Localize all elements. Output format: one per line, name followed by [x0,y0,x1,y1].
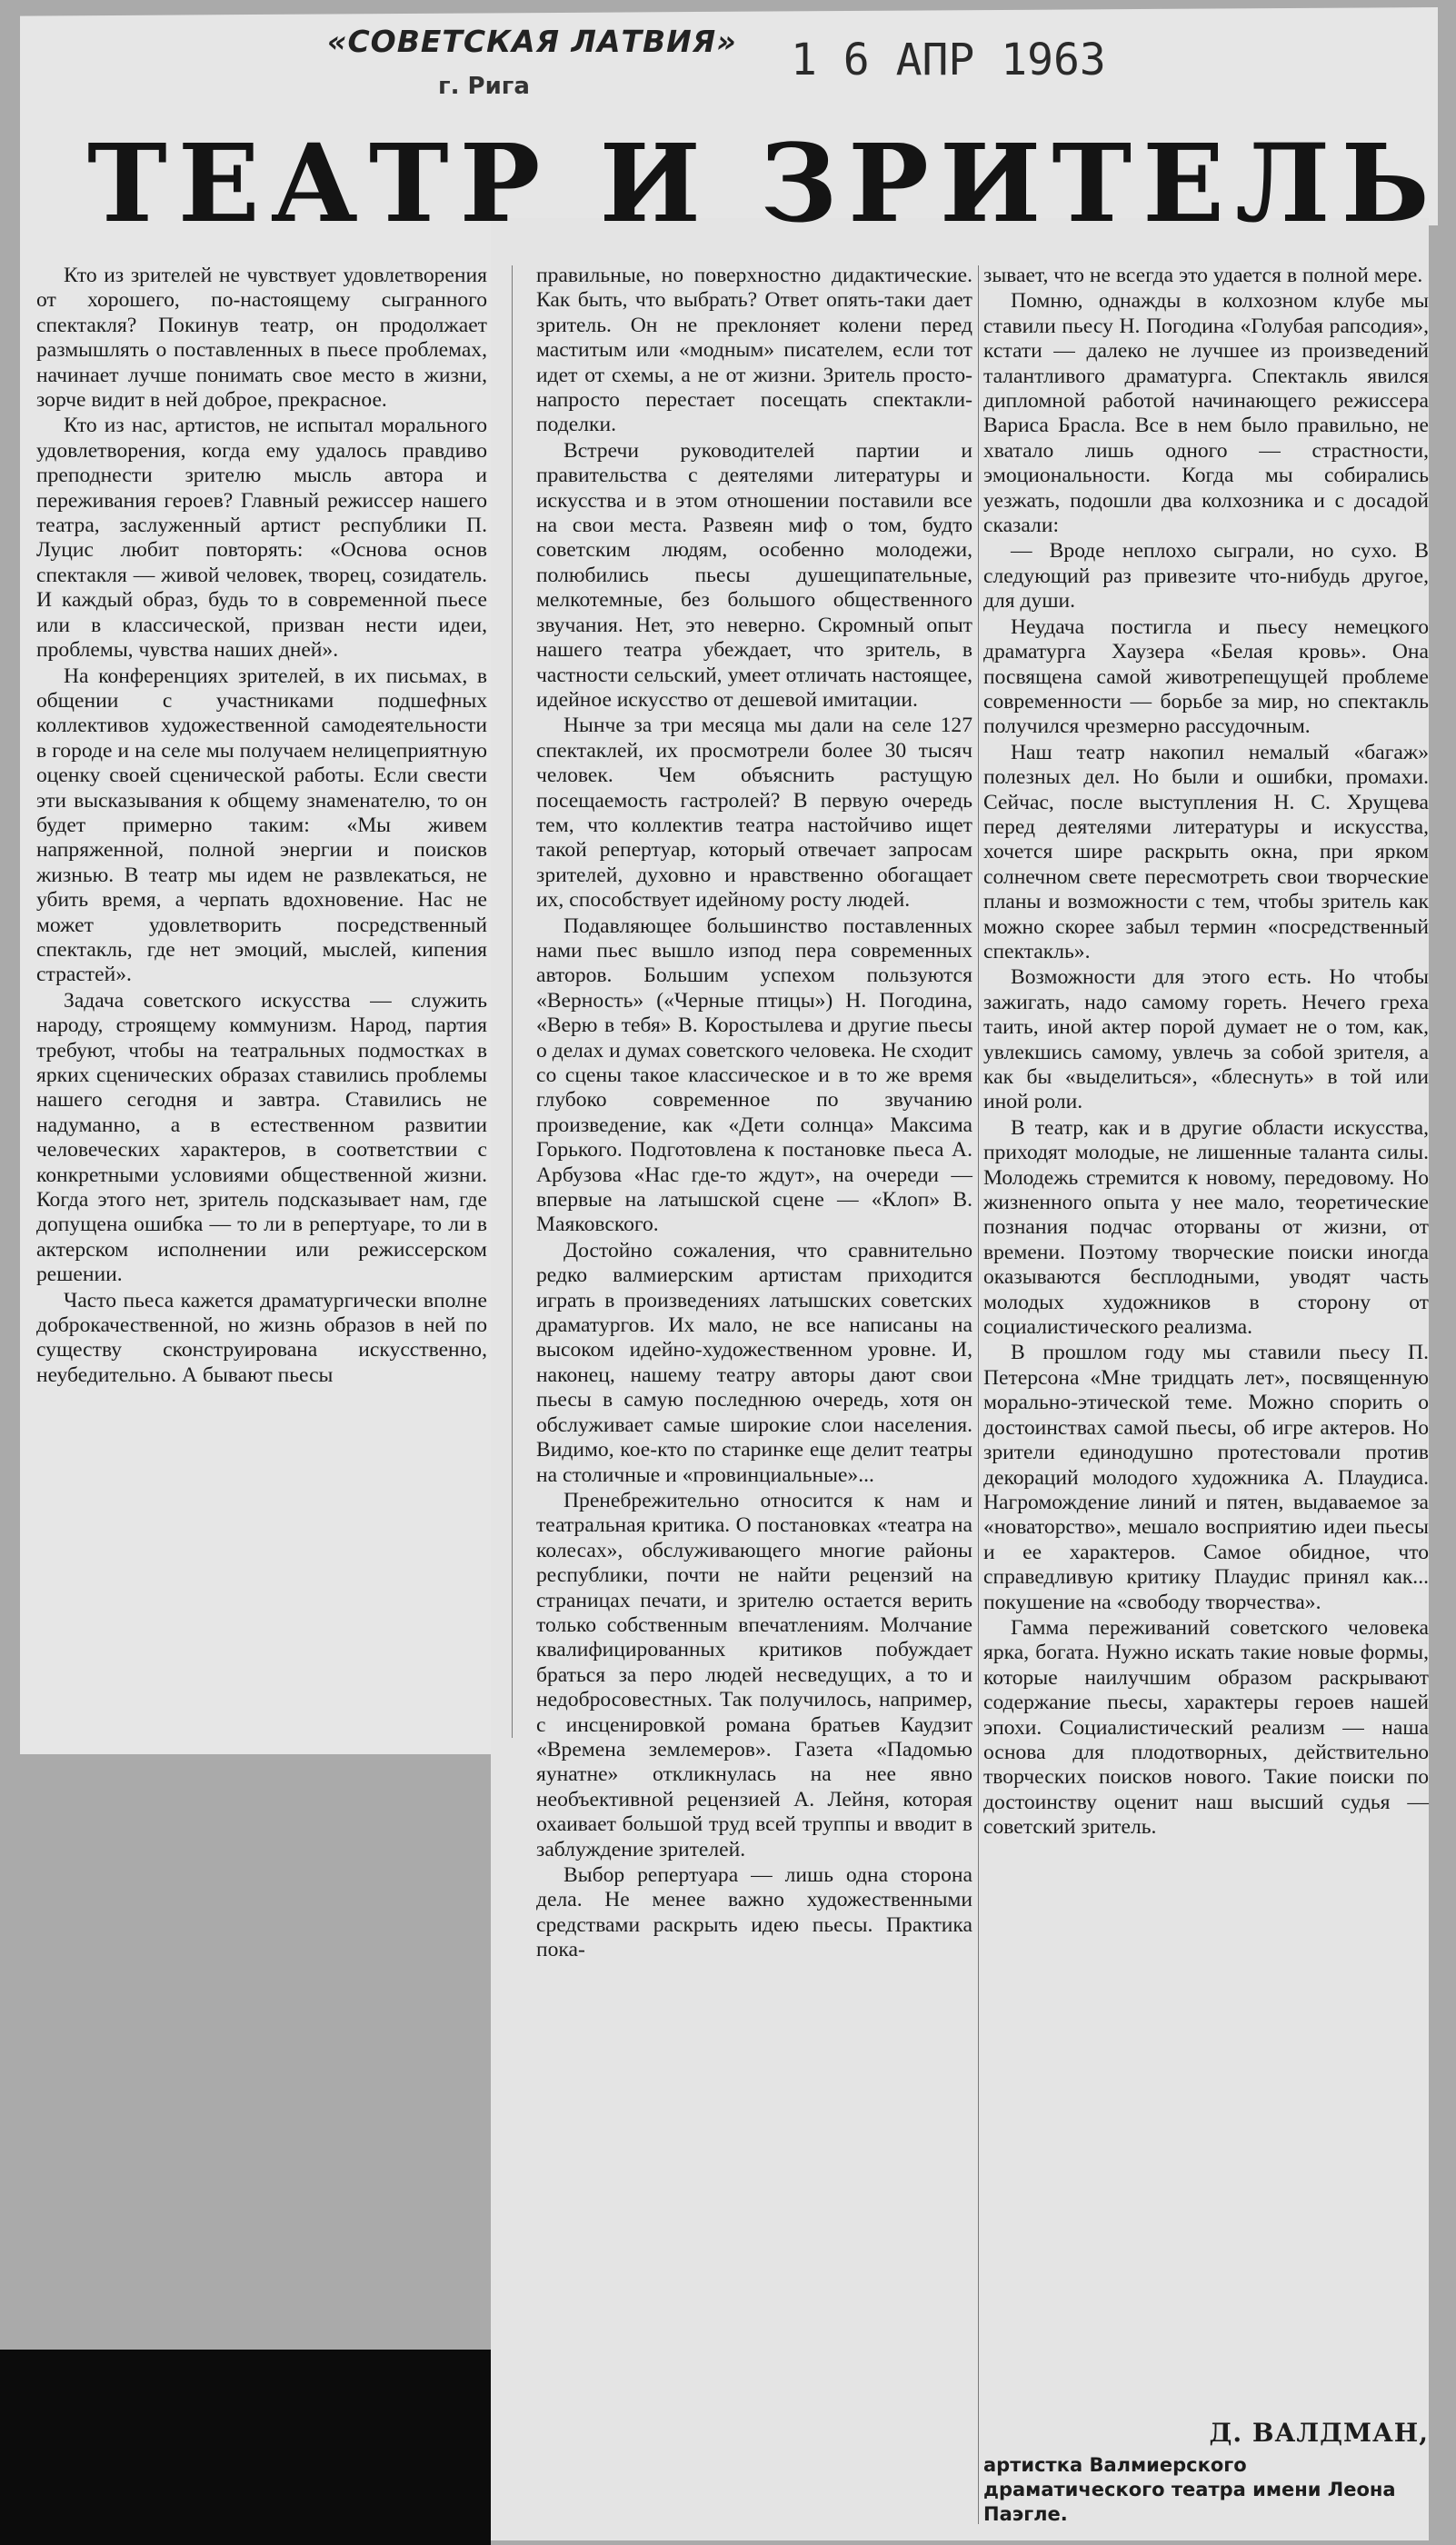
paragraph: Неудача постигла и пьесу немецкого драматурга Хаузера «Белая кровь». Она посвящена самой животрепещущей проблеме современности — борьбе за мир, но спектакль получился чрезмерно рассудочным. [983,614,1429,739]
paragraph: Гамма переживаний советского человека ярка, богата. Нужно искать такие новые формы, которые наилучшим образом раскрывают содержание пьесы, характеры героев нашей эпохи. Социалистический реализм — наша основа для плодотворных, действительно творческих поисков нового. Такие поиски по достоинству оценит наш высший судья — советский зритель. [983,1615,1429,1840]
paragraph: Наш театр накопил немалый «багаж» полезных дел. Но были и ошибки, промахи. Сейчас, после выступления Н. С. Хрущева перед деятелями литературы и искусства, хочется шире раскрыть окна, при ярком солнечном свете пересмотреть свои творческие планы и возможности с тем, чтобы зритель как можно скорее забыл термин «посредственный спектакль». [983,740,1429,963]
paragraph: Пренебрежительно относится к нам и театральная критика. О постановках «театра на колесах», обслуживающего многие районы республики, почти не найти рецензий на страницах печати, и зрителю остается верить только собственным впечатлениям. Молчание квалифицированных критиков побуждает браться за перо людей несведущих, а то и недобросовестных. Так получилось, например, с инсценировкой романа братьев Каудзит «Времена землемеров». Газета «Падомью яунатне» откликнулась на нее явно необъективной рецензией А. Лейня, которая охаивает большой труд всей труппы и вводит в заблуждение зрителей. [536,1488,972,1861]
paragraph: Кто из нас, артистов, не испытал морального удовлетворения, когда ему удалось правдиво преподнести зрителю мысль автора и переживания героев? Главный режиссер нашего театра, заслуженный артист республики П. Луцис любит повторять: «Основа основ спектакля — живой человек, творец, созидатель. И каждый образ, будь то в современной пьесе или в классической, призван нести идеи, проблемы, чувства наших дней». [36,414,487,663]
author-role: артистка Валмиерского драматического театра имени Леона Паэгле. [983,2454,1396,2525]
article-column-3 [983,264,1429,1841]
paragraph: Часто пьеса кажется драматургически вполне доброкачественной, но жизнь образов в ней по существу сконструирована искусственно, неубедительно. А бывают пьесы [36,1288,487,1387]
paragraph: правильные, но поверхностно дидактические. Как быть, что выбрать? Ответ опять-таки дает зритель. Он не преклоняет колени перед маститым или «модным» писателем, если тот идет от схемы, а не от жизни. Зритель просто-напросто перестает посещать спектакли-поделки. [536,264,972,437]
paragraph: Достойно сожаления, что сравнительно редко валмиерским артистам приходится играть в произведениях латышских советских драматургов. Их мало, не все написаны на высоком идейно-художественном уровне. И, наконец, нашему театру авторы дают свои пьесы в самую последнюю очередь, хотя он обслуживает самые широкие слои населения. Видимо, кое-кто по старинке еще делит театры на столичные и «провинциальные»... [536,1238,972,1487]
paragraph: Задача советского искусства — служить народу, строящему коммунизм. Народ, партия требуют, чтобы на театральных подмостках в ярких сценических образах ставились проблемы нашего сегодня и завтра. Ставились не надуманно, а в естественном развитии человеческих характеров, в соответствии с конкретными условиями общественной жизни. Когда этого нет, зритель подсказывает нам, где допущена ошибка — то ли в репертуаре, то ли в актерском исполнении или режиссерском решении. [36,988,487,1287]
author-signature [983,2418,1429,2527]
article-column-2 [536,264,972,1964]
paragraph: зывает, что не всегда это удается в полной мере. [983,264,1423,287]
newspaper-masthead: «СОВЕТСКАЯ ЛАТВИЯ» [327,24,737,59]
scan-background-dark [0,2350,491,2545]
paragraph: Встречи руководителей партии и правительства с деятелями литературы и искусства и в этом отношении поставили все на свои места. Развеян миф о том, будто советским людям, особенно молодежи, полюбились пьесы душещипательные, мелкотемные, без большого общественного звучания. Нет, это неверно. Скромный опыт нашего театра убеждает, что зритель, в частности сельский, умеет отличать настоящее, идейное искусство от дешевой имитации. [536,438,972,712]
paragraph: Помню, однажды в колхозном клубе мы ставили пьесу Н. Погодина «Голубая рапсодия», кстати — далеко не лучшее из произведений талантливого драматурга. Спектакль явился дипломной работой начинающего режиссера Вариса Брасла. Все в нем было правильно, не хватало лишь одного — страстности, эмоциональности. Когда мы собирались уезжать, подошли два колхозника и с досадой сказали: [983,289,1429,538]
paragraph: В прошлом году мы ставили пьесу П. Петерсона «Мне тридцать лет», посвященную морально-этической теме. Можно спорить о достоинствах самой пьесы, об игре актеров. Но зрители единодушно протестовали против декораций молодого художника А. Плаудиса. Нагромождение линий и пятен, выдаваемое за «новаторство», мешало восприятию идеи пьесы и ее характеров. Самое обидное, что справедливую критику Плаудис принял как... покушение на «свободу творчества». [983,1341,1429,1614]
paragraph: Возможности для этого есть. Но чтобы зажигать, надо самому гореть. Нечего греха таить, иной актер порой думает не о том, как, увлекшись самому, увлечь за собой зрителя, а как бы «выделиться», «блеснуть» в той или иной роли. [983,965,1429,1114]
author-name: Д. ВАЛДМАН, [1209,2418,1429,2448]
date-stamp: 1 6 АПР 1963 [791,35,1106,85]
paragraph: Нынче за три месяца мы дали на селе 127 спектаклей, их просмотрели более 30 тысяч человек. Чем объяснить растущую посещаемость гастролей? В первую очередь тем, что коллектив театра настойчиво ищет такой репертуар, который отвечает запросам зрителей, духовно и нравственно обогащает их, способствует идейному росту людей. [536,714,972,913]
paragraph: Выбор репертуара — лишь одна сторона дела. Не менее важно художественными средствами раскрыть идею пьесы. Практика пока- [536,1863,972,1962]
paragraph: — Вроде неплохо сыграли, но сухо. В следующий раз привезите что-нибудь другое, для души. [983,539,1429,614]
paragraph: Подавляющее большинство поставленных нами пьес вышло изпод пера современных авторов. Большим успехом пользуются «Верность» («Черные птицы») Н. Погодина, «Верю в тебя» В. Коростылева и другие пьесы о делах и думах советского человека. Не сходит со сцены такое классическое и в то же время глубоко современное по звучанию произведение, как «Дети солнца» Максима Горького. Подготовлена к постановке пьеса А. Арбузова «Нас где-то ждут», на очереди — впервые на латышской сцене — «Клоп» В. Маяковского. [536,913,973,1237]
city-label: г. Рига [438,73,530,100]
paragraph: Кто из зрителей не чувствует удовлетворения от хорошего, по-настоящему сыгранного спектакля? Покинув театр, он продолжает размышлять о поставленных в пьесе проблемах, начинает лучше понимать свое место в жизни, зорче видит в ней доброе, прекрасное. [36,264,487,413]
article-title: ТЕАТР И ЗРИТЕЛЬ [87,120,1441,246]
article-column-1 [36,264,487,1389]
column-rule-2 [978,265,979,2524]
column-rule-1 [512,265,513,1738]
paragraph: На конференциях зрителей, в их письмах, в общении с участниками подшефных коллективов художественной самодеятельности в городе и на селе мы получаем нелицеприятную оценку своей сценической работы. Если свести эти высказывания к общему знаменателю, то он будет примерно таким: «Мы живем напряженной, полной энергии и поисков жизнью. В театр мы идем не развлекаться, не убить время, а черпать вдохновение. Нас не может удовлетворить посредственный спектакль, где нет эмоций, мыслей, кипения страстей». [36,664,487,987]
paragraph: В театр, как и в другие области искусства, приходят молодые, не лишенные таланта силы. Молодежь стремится к новому, передовому. Но жизненного опыта у нее мало, теоретические познания подчас оторваны от жизни, от времени. Поэтому творческие поиски иногда оказываются бесплодными, уводят часть молодых художников в сторону от социалистического реализма. [983,1115,1429,1340]
